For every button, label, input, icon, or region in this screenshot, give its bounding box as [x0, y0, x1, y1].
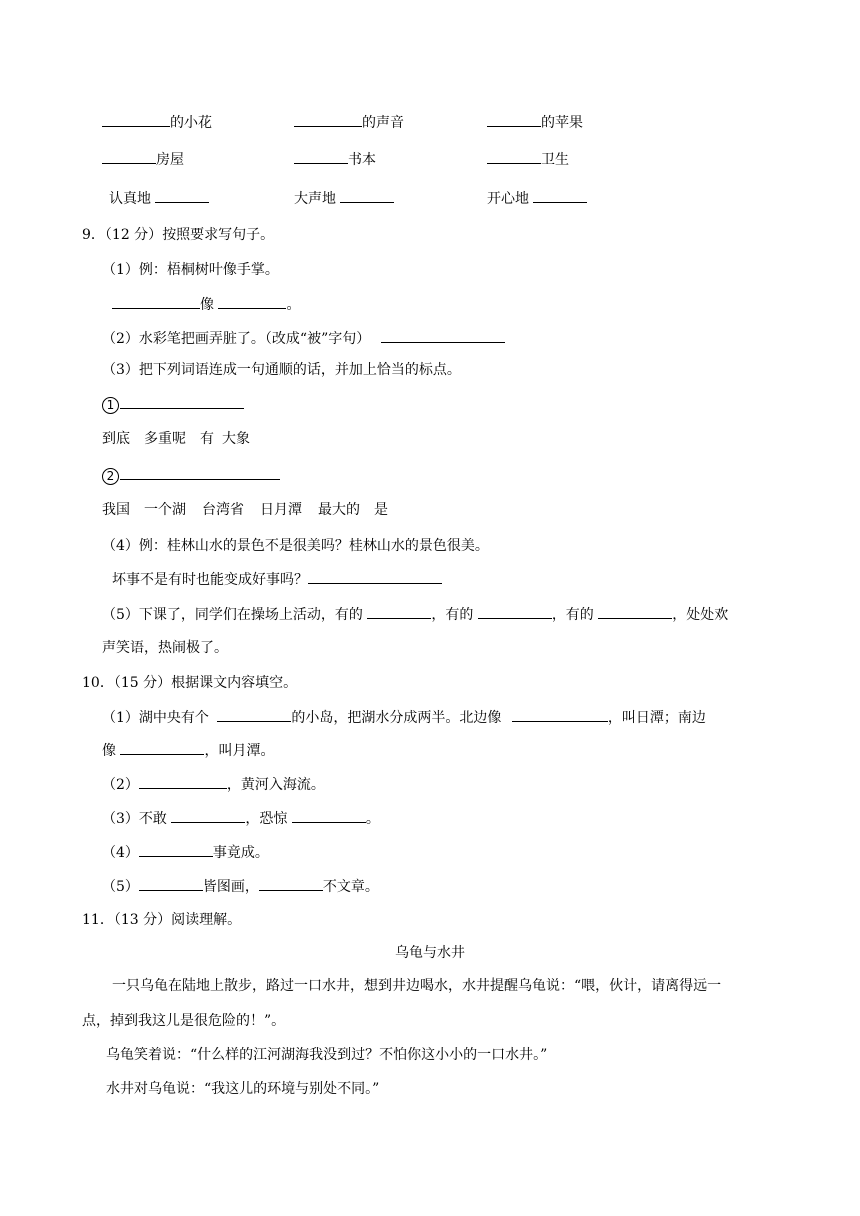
answer-blank[interactable] — [478, 604, 552, 619]
q10-line5: （4） 事竟成。 — [102, 842, 269, 863]
q9-part1-example: （1）例：梧桐树叶像手掌。 — [102, 262, 279, 278]
q10-line6: （5） 皆图画， 不文章。 — [102, 876, 379, 897]
q9-part5: （5）下课了，同学们在操场上活动，有的 ，有的 ，有的 ，处处欢 — [102, 604, 728, 625]
fill-phrase: 的苹果 — [487, 112, 583, 133]
fill-phrase: 的小花 — [102, 112, 212, 133]
answer-blank[interactable] — [120, 740, 204, 755]
q9-part5-cont: 声笑语，热闹极了。 — [102, 640, 228, 656]
answer-blank[interactable] — [155, 188, 209, 203]
answer-blank[interactable] — [120, 465, 280, 480]
answer-blank[interactable] — [381, 328, 505, 343]
answer-blank[interactable] — [533, 188, 587, 203]
fill-phrase: 的声音 — [294, 112, 404, 133]
q9-word-set-1: 到底 多重呢 有 大象 — [102, 431, 250, 447]
answer-blank[interactable] — [171, 808, 245, 823]
q9-word-set-2: 我国 一个湖 台湾省 日月潭 最大的 是 — [102, 502, 388, 518]
q9-part3-instruction: （3）把下列词语连成一句通顺的话，并加上恰当的标点。 — [102, 362, 461, 378]
answer-blank[interactable] — [598, 604, 672, 619]
answer-blank[interactable] — [367, 604, 431, 619]
question-9-heading: 9．（12 分）按照要求写句子。 — [82, 227, 275, 243]
fill-phrase: 房屋 — [102, 149, 184, 170]
answer-blank[interactable] — [487, 112, 541, 127]
fill-phrase: 开心地 — [487, 188, 587, 209]
story-paragraph-2: 乌龟笑着说：“什么样的江河湖海我没到过？不怕你这小小的一口水井。” — [106, 1047, 548, 1063]
q10-line3: （2） ，黄河入海流。 — [102, 774, 325, 795]
q10-line4: （3）不敢 ，恐惊 。 — [102, 808, 380, 829]
q9-part3-item1 — [102, 394, 244, 415]
answer-blank[interactable] — [340, 188, 394, 203]
answer-blank[interactable] — [294, 112, 362, 127]
answer-blank[interactable] — [218, 294, 286, 309]
q9-part1-answer: 像 。 — [112, 294, 300, 315]
q9-part4-example: （4）例：桂林山水的景色不是很美吗？桂林山水的景色很美。 — [102, 538, 489, 554]
answer-blank[interactable] — [217, 707, 291, 722]
story-paragraph-3: 水井对乌龟说：“我这儿的环境与别处不同。” — [106, 1081, 380, 1097]
q10-line1: （1）湖中央有个 的小岛，把湖水分成两半。北边像 ，叫日潭；南边 — [102, 707, 706, 728]
answer-blank[interactable] — [112, 294, 200, 309]
question-11-heading: 11．（13 分）阅读理解。 — [82, 912, 242, 928]
answer-blank[interactable] — [259, 876, 323, 891]
answer-blank[interactable] — [512, 707, 608, 722]
fill-phrase: 卫生 — [487, 149, 569, 170]
answer-blank[interactable] — [292, 808, 366, 823]
answer-blank[interactable] — [308, 569, 442, 584]
fill-phrase: 书本 — [294, 149, 376, 170]
q9-part2: （2）水彩笔把画弄脏了。（改成“被”字句） — [102, 328, 505, 349]
circled-number: 2 — [102, 468, 119, 485]
q10-line2: 像 ，叫月潭。 — [102, 740, 274, 761]
story-title: 乌龟与水井 — [395, 945, 465, 961]
answer-blank[interactable] — [139, 842, 213, 857]
answer-blank[interactable] — [294, 149, 348, 164]
fill-phrase: 认真地 — [109, 188, 209, 209]
story-paragraph-1-line-1: 一只乌龟在陆地上散步，路过一口水井，想到井边喝水，水井提醒乌龟说：“喂，伙计，请离得远一 — [112, 978, 722, 994]
answer-blank[interactable] — [120, 394, 244, 409]
fill-phrase: 大声地 — [294, 188, 394, 209]
q9-part3-item2 — [102, 465, 280, 486]
answer-blank[interactable] — [102, 149, 156, 164]
story-paragraph-1-line-2: 点，掉到我这儿是很危险的！”。 — [82, 1013, 286, 1029]
circled-number: 1 — [102, 397, 119, 414]
question-10-heading: 10．（15 分）根据课文内容填空。 — [82, 675, 298, 691]
answer-blank[interactable] — [139, 774, 227, 789]
answer-blank[interactable] — [102, 112, 170, 127]
answer-blank[interactable] — [487, 149, 541, 164]
answer-blank[interactable] — [139, 876, 203, 891]
q9-part4-question: 坏事不是有时也能变成好事吗？ — [112, 569, 442, 590]
